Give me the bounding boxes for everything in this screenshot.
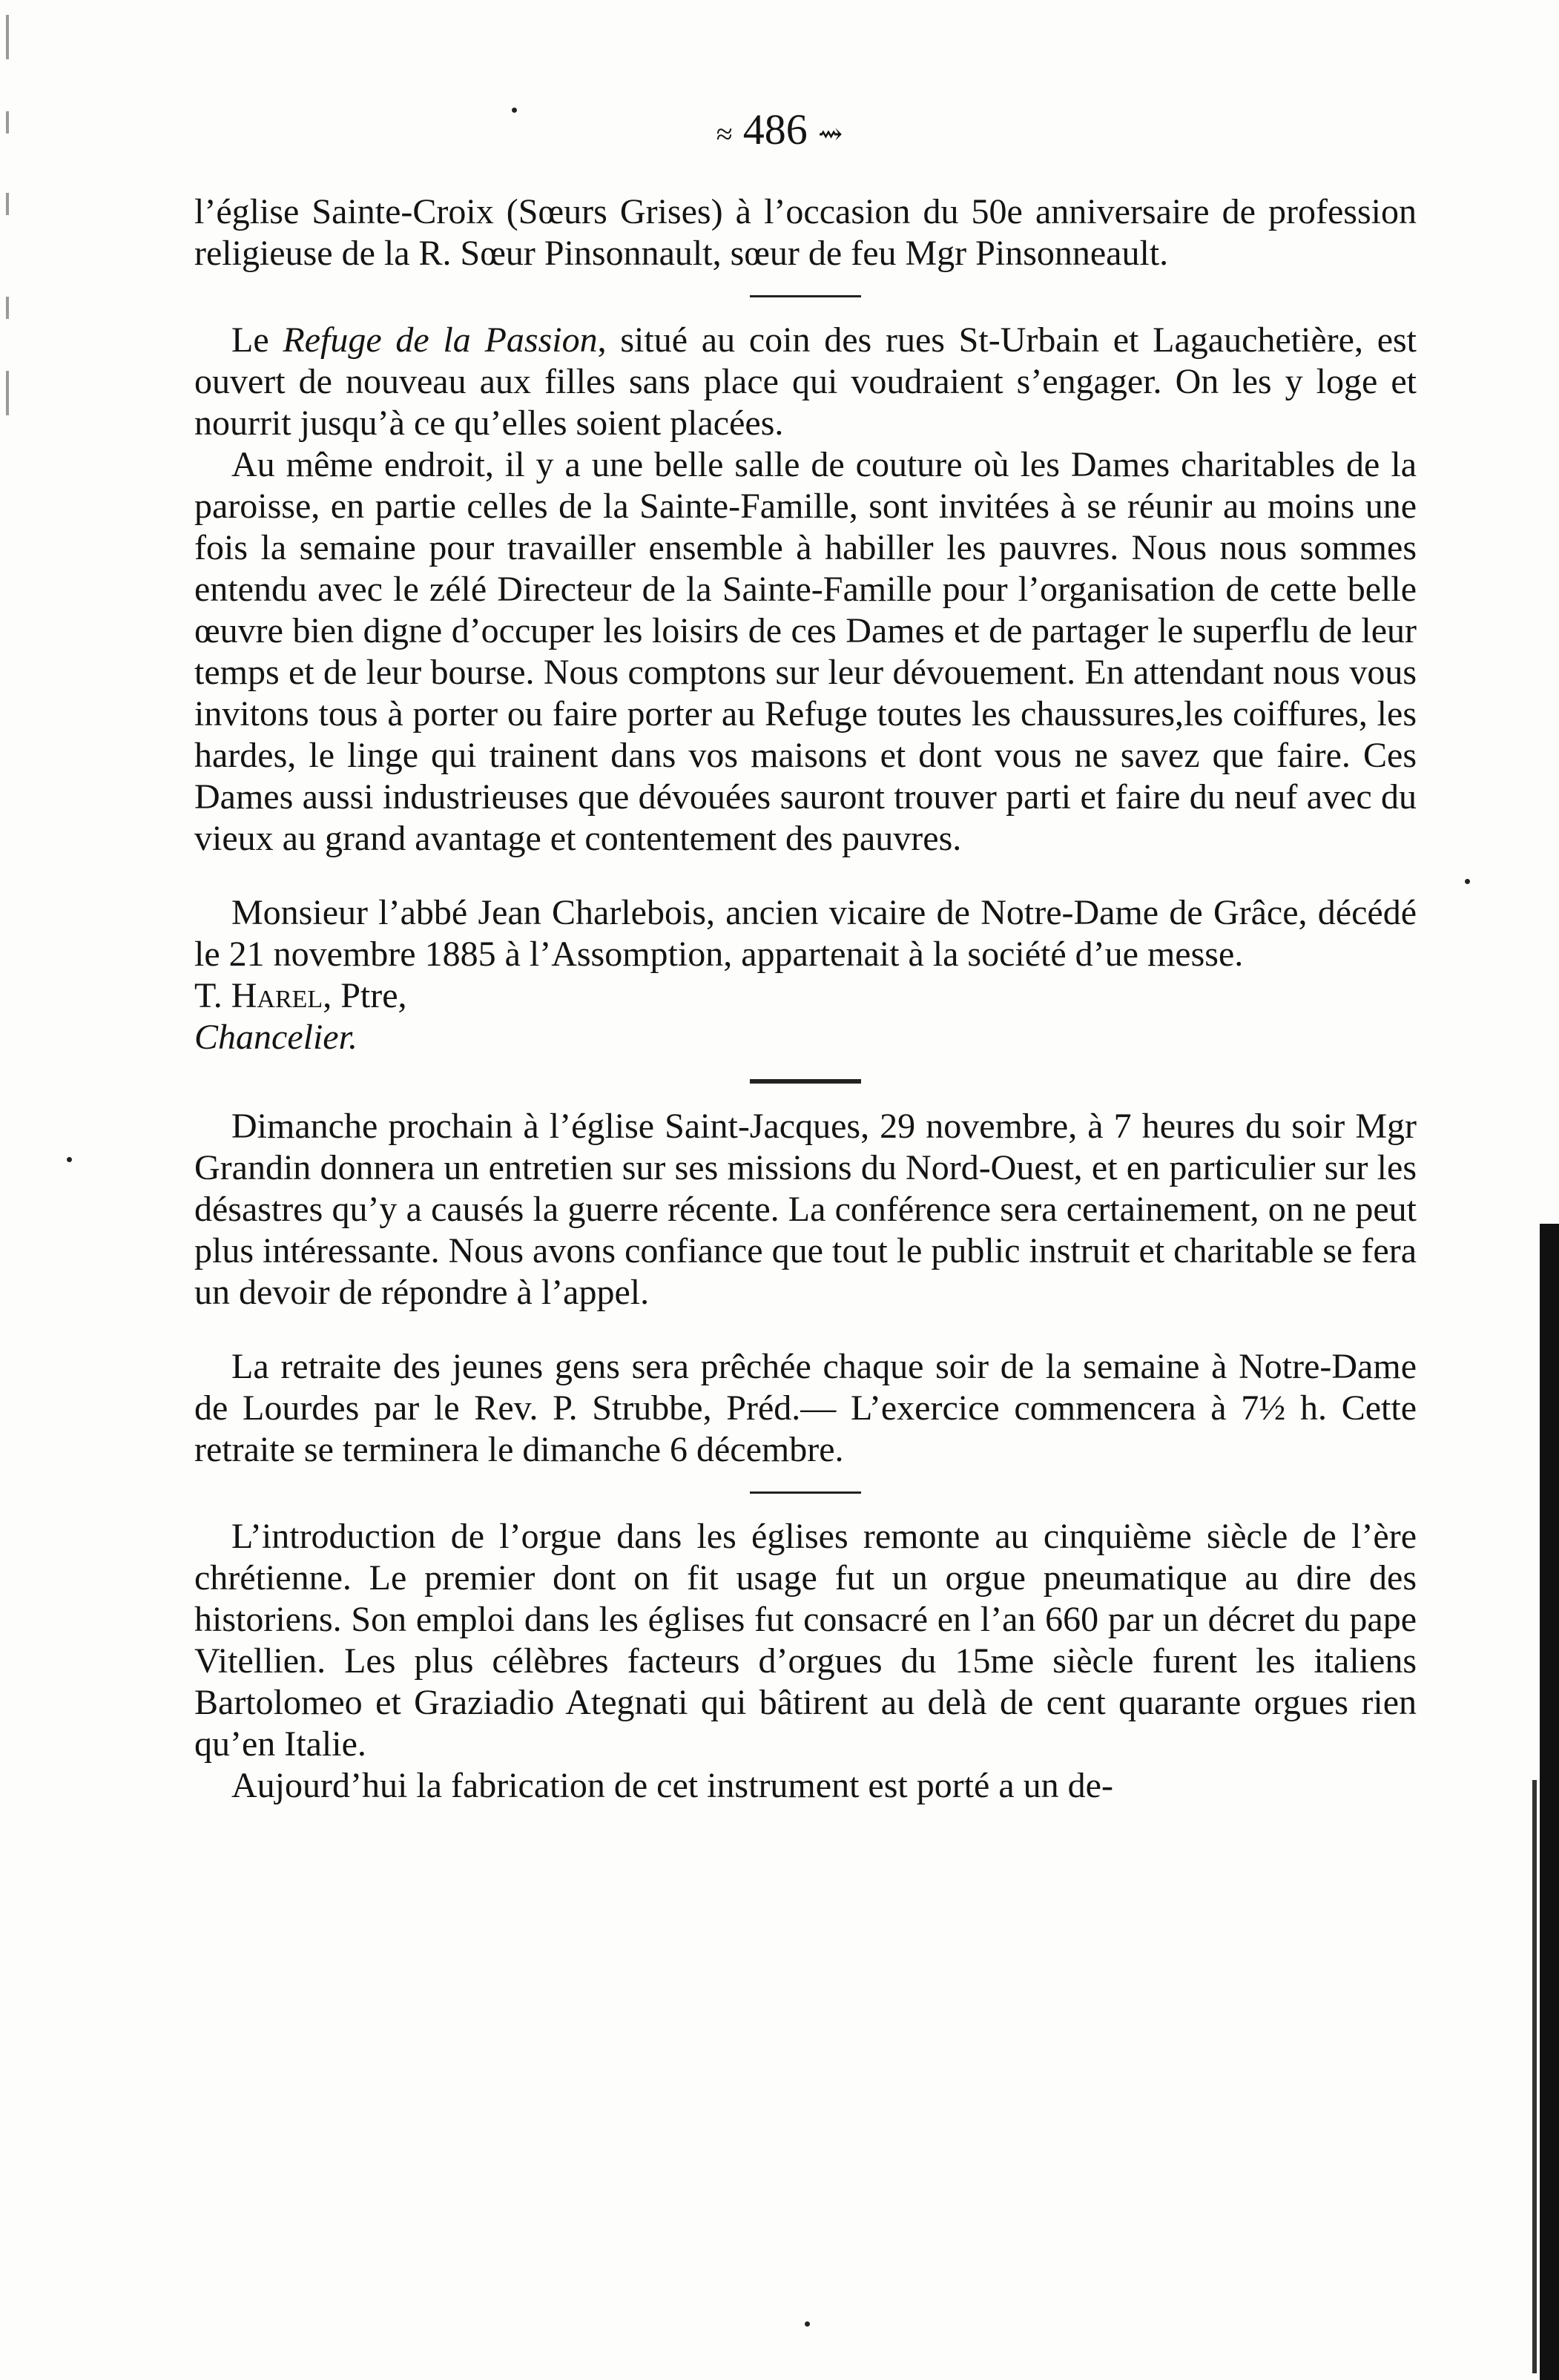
scan-gutter-mark (6, 15, 9, 59)
scan-speck (805, 2321, 810, 2327)
paragraph-refuge-rest: , situé au coin des rues St-Urbain et Lagauchetière, est ouvert de nouveau aux filles sans place qui voudraient s’engager. On les y loge et nourrit jusqu’à ce qu’elles soient placées. (194, 320, 1417, 443)
section-divider (750, 1491, 861, 1494)
header-ornament-right: ⇝ (817, 116, 843, 151)
paragraph-charlebois: Monsieur l’abbé Jean Charlebois, ancien vicaire de Notre-Dame de Grâce, décédé le 21 novembre 1885 à l’Assomption, appartenait à la société d’ue messe. (194, 893, 1417, 974)
paragraph-sainte-croix: l’église Sainte-Croix (Sœurs Grises) à l’occasion du 50e anniversaire de profession religieuse de la R. Sœur Pinsonnault, sœur de feu Mgr Pinsonneault. (194, 192, 1417, 273)
scan-speck (1465, 879, 1470, 884)
scan-right-edge-line (1532, 1780, 1537, 2373)
page-header (0, 104, 1559, 160)
page-number: 486 (742, 105, 808, 154)
signature-suffix: , Ptre, (323, 976, 407, 1015)
scan-gutter-mark (6, 193, 9, 215)
paragraph-grandin: Dimanche prochain à l’église Saint-Jacques, 29 novembre, à 7 heures du soir Mgr Grandin donnera un entretien sur ses missions du Nord-Ouest, et en particulier sur les désastres qu’y a causés la guerre récente. La conférence sera certainement, on ne peut plus intéressante. Nous avons confiance que tout le public instruit et charitable se fera un devoir de répondre à l’appel. (194, 1107, 1417, 1312)
paragraph-orgue: L’introduction de l’orgue dans les églises remonte au cinquième siècle de l’ère chrétienne. Le premier dont on fit usage fut un orgue pneumatique au dire des historiens. Son emploi dans les églises fut consacré en l’an 660 par un décret du pape Vitellien. Les plus célèbres facteurs d’orgues du 15me siècle furent les italiens Bartolomeo et Graziadio Ategnati qui bâtirent au delà de cent quarante orgues rien qu’en Italie. (194, 1517, 1417, 1764)
paragraph-refuge-lead: Le (231, 320, 283, 360)
signature-name: Harel (231, 976, 323, 1015)
refuge-name: Refuge de la Passion (283, 320, 598, 360)
section-divider (750, 295, 861, 297)
header-ornament-left: ≈ (716, 116, 733, 151)
scan-gutter-mark (6, 371, 9, 415)
scan-gutter-mark (6, 297, 9, 319)
signature-initial: T. (194, 976, 231, 1015)
paragraph-aujourdhui: Aujourd’hui la fabrication de cet instrument est porté a un de- (231, 1766, 1113, 1805)
scan-right-edge-shadow (1540, 1224, 1559, 2380)
paragraph-gap (194, 860, 1417, 892)
signature-title: Chancelier. (194, 1018, 357, 1057)
paragraph-refuge (194, 320, 1417, 444)
scan-speck (67, 1157, 72, 1162)
paragraph-retraite: La retraite des jeunes gens sera prêchée chaque soir de la semaine à Notre-Dame de Lourdes par le Rev. P. Strubbe, Préd.— L’exercice commencera à 7½ h. Cette retraite se terminera le dimanche 6 décembre. (194, 1347, 1417, 1469)
page-body (194, 191, 1417, 1807)
paragraph-gap (194, 1313, 1417, 1346)
signature-line (194, 975, 1417, 1017)
paragraph-couture: Au même endroit, il y a une belle salle de couture où les Dames charitables de la paroisse, en partie celles de la Sainte-Famille, sont invitées à se réunir au moins une fois la semaine pour travailler ensemble à habiller les pauvres. Nous nous sommes entendu avec le zélé Directeur de la Sainte-Famille pour l’organisation de cette belle œuvre bien digne d’occuper les loisirs de ces Dames et de partager le superflu de leur temps et de leur bourse. Nous comptons sur leur dévouement. En attendant nous vous invitons tous à porter ou faire porter au Refuge toutes les chaussures,les coiffures, les hardes, le linge qui trainent dans vos maisons et dont vous ne savez que faire. Ces Dames aussi industrieuses que dévouées sauront trouver parti et faire du neuf avec du vieux au grand avantage et contentement des pauvres. (194, 445, 1417, 858)
section-divider (750, 1079, 861, 1084)
